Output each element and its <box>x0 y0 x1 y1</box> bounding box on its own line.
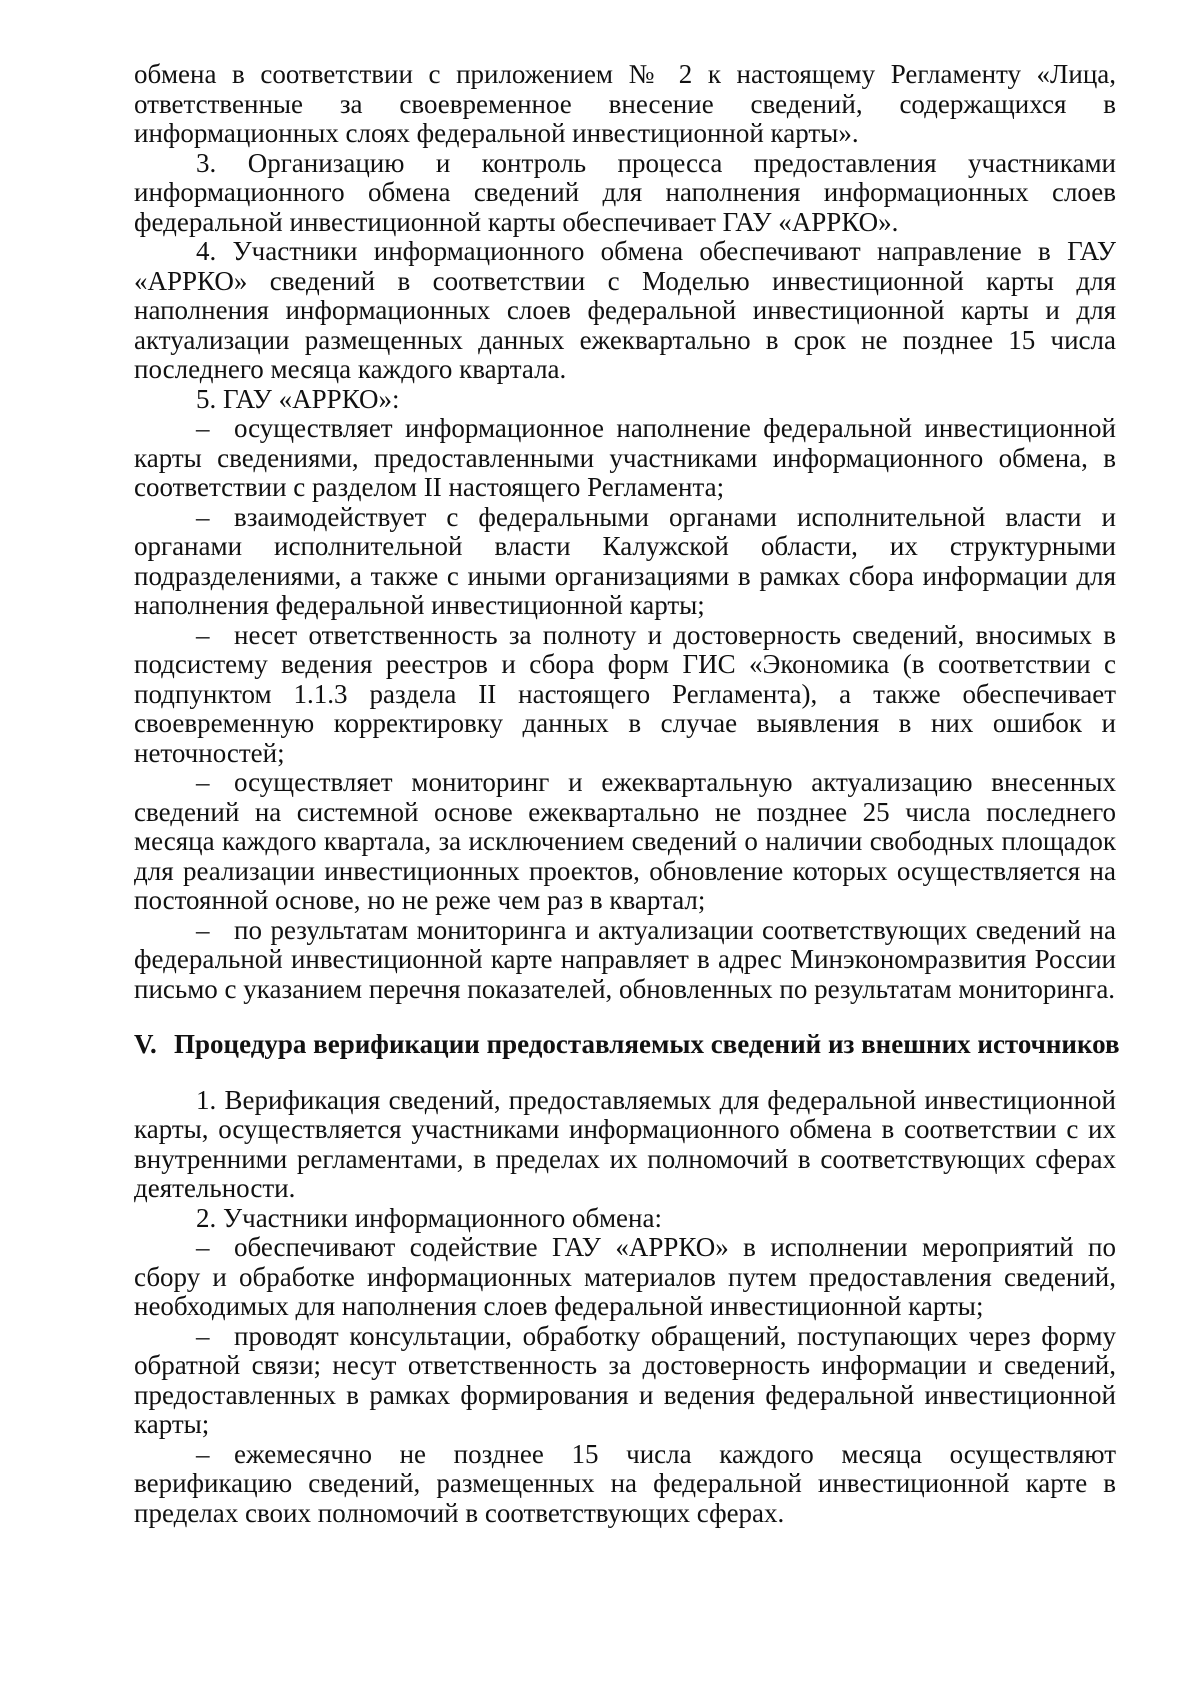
paragraph-item-4: 4. Участники информационного обмена обеспечивают направление в ГАУ «АРРКО» сведений в соответствии с Моделью инвестиционной карты для наполнения информационных слоев федеральной инвестиционной карты и для актуализации размещенных данных ежеквартально в срок не позднее 15 числа последнего месяца каждого квартала. <box>134 236 1116 384</box>
participant-list-item <box>134 1440 1116 1529</box>
list-item-text: проводят консультации, обработку обращений, поступающих через форму обратной связи; несут ответственность за достоверность информации и сведений, предоставленных в рамках формирования и ведения федеральной инвестиционной карты; <box>134 1320 1116 1439</box>
dash-marker: – <box>196 1232 210 1262</box>
dash-marker: – <box>196 619 210 650</box>
participant-list-item <box>134 1233 1116 1322</box>
dash-marker: – <box>196 914 210 945</box>
participant-list-item <box>134 1322 1116 1440</box>
section-paragraph-2: 2. Участники информационного обмена: <box>196 1202 662 1233</box>
paragraph-item-5: 5. ГАУ «АРРКО»: <box>196 383 400 414</box>
arrko-list-item <box>134 621 1116 769</box>
list-item-text: взаимодействует с федеральными органами исполнительной власти и органами исполнительной власти Калужской области, их структурными подразделениями, а также с иными организациями в рамках сбора информации для наполнения федеральной инвестиционной карты; <box>134 501 1116 620</box>
paragraph-item-3: 3. Организацию и контроль процесса предоставления участниками информационного обмена сведений для наполнения информационных слоев федеральной инвестиционной карты обеспечивает ГАУ «АРРКО». <box>134 147 1116 237</box>
dash-marker: – <box>196 767 210 797</box>
section-heading <box>134 1029 1120 1060</box>
list-item-text: по результатам мониторинга и актуализации соответствующих сведений на федеральной инвестиционной карте направляет в адрес Минэкономразвития России письмо с указанием перечня показателей, обновленных по результатам мониторинга. <box>134 914 1116 1004</box>
paragraph-continuation: обмена в соответствии с приложением № 2 к настоящему Регламенту «Лица, ответственные за своевременное внесение сведений, содержащихся в информационных слоях федеральной инвестиционной карты». <box>134 59 1116 148</box>
section-paragraph-1: 1. Верификация сведений, предоставляемых для федеральной инвестиционной карты, осуществляется участниками информационного обмена в соответствии с их внутренними регламентами, в пределах их полномочий в соответствующих сферах деятельности. <box>134 1084 1116 1203</box>
list-item-text: осуществляет информационное наполнение федеральной инвестиционной карты сведениями, предоставленными участниками информационного обмена, в соответствии с разделом II настоящего Регламента; <box>134 413 1116 502</box>
arrko-list-item <box>134 414 1116 503</box>
section-title: Процедура верификации предоставляемых сведений из внешних источников <box>174 1029 1120 1059</box>
dash-marker: – <box>196 1438 210 1469</box>
section-number: V. <box>134 1029 157 1059</box>
dash-marker: – <box>196 413 210 443</box>
arrko-list-item <box>134 916 1116 1005</box>
list-item-text: ежемесячно не позднее 15 числа каждого месяца осуществляют верификацию сведений, размещенных на федеральной инвестиционной карте в пределах своих полномочий в соответствующих сферах. <box>134 1438 1116 1528</box>
dash-marker: – <box>196 501 210 532</box>
document-page <box>134 59 1120 1528</box>
list-item-text: осуществляет мониторинг и ежеквартальную актуализацию внесенных сведений на системной основе ежеквартально не позднее 25 числа последнего месяца каждого квартала, за исключением сведений о наличии свободных площадок для реализации инвестиционных проектов, обновление которых осуществляется на постоянной основе, но не реже чем раз в квартал; <box>134 767 1116 915</box>
arrko-list-item <box>134 503 1116 621</box>
list-item-text: несет ответственность за полноту и достоверность сведений, вносимых в подсистему ведения реестров и сбора форм ГИС «Экономика (в соответствии с подпунктом 1.1.3 раздела II настоящего Регламента), а также обеспечивает своевременную корректировку данных в случае выявления в них ошибок и неточностей; <box>134 619 1116 768</box>
dash-marker: – <box>196 1320 210 1351</box>
list-item-text: обеспечивают содействие ГАУ «АРРКО» в исполнении мероприятий по сбору и обработке информационных материалов путем предоставления сведений, необходимых для наполнения слоев федеральной инвестиционной карты; <box>134 1232 1116 1321</box>
arrko-list-item <box>134 768 1116 916</box>
